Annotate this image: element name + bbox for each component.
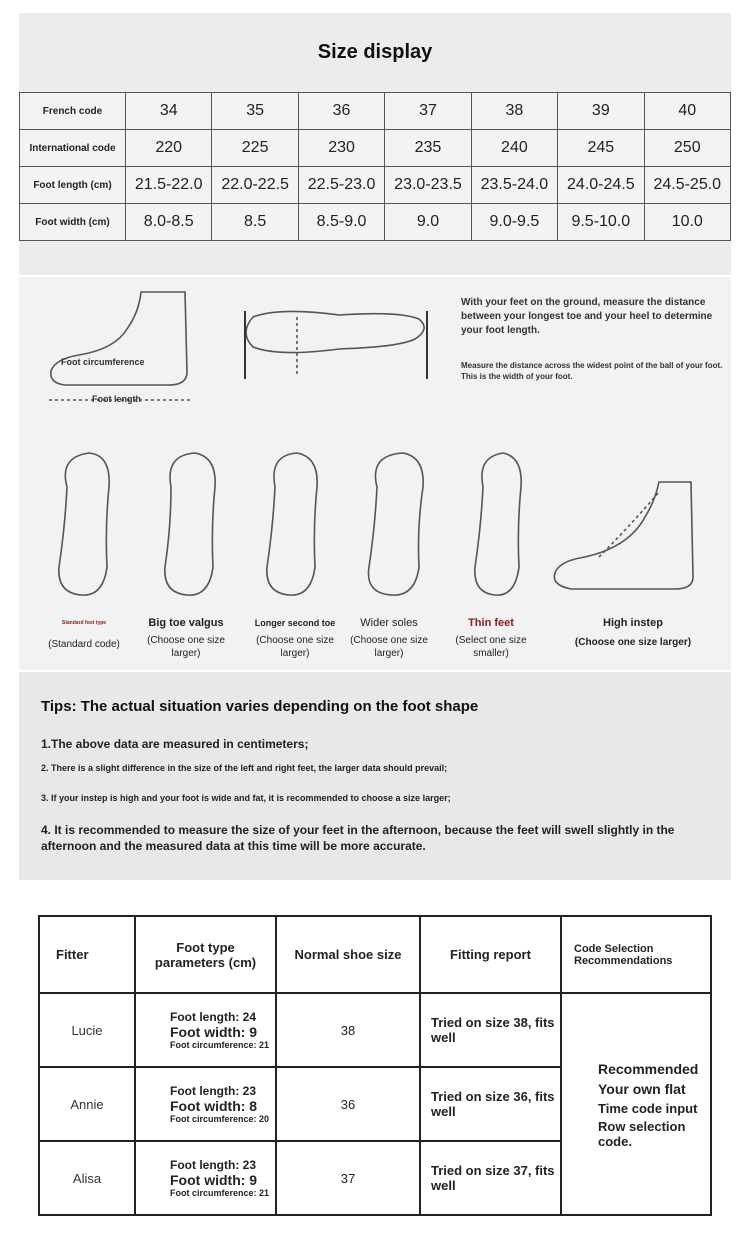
- size-cell: 9.0-9.5: [471, 204, 557, 241]
- size-cell: 24.0-24.5: [558, 167, 644, 204]
- foot-params: Foot length: 24 Foot width: 9 Foot circumference: 21: [135, 993, 276, 1067]
- row-label: French code: [20, 93, 126, 130]
- size-cell: 21.5-22.0: [126, 167, 212, 204]
- header-code-recommendations: Code Selection Recommendations: [561, 916, 711, 993]
- size-cell: 34: [126, 93, 212, 130]
- code-recommendation: Recommended Your own flat Time code input Row selection code.: [561, 993, 711, 1215]
- fitting-report: Tried on size 38, fits well: [420, 993, 561, 1067]
- tips-title: Tips: The actual situation varies depending on the foot shape: [41, 698, 479, 715]
- tip-item: 1.The above data are measured in centimeters;: [41, 737, 309, 751]
- fitter-name: Alisa: [39, 1141, 135, 1215]
- size-row: [20, 130, 731, 167]
- header-foot-params: Foot type parameters (cm): [135, 916, 276, 993]
- size-cell: 8.5: [212, 204, 298, 241]
- size-cell: 23.5-24.0: [471, 167, 557, 204]
- fitting-report: Tried on size 37, fits well: [420, 1141, 561, 1215]
- size-cell: 35: [212, 93, 298, 130]
- tips-panel: [19, 672, 731, 880]
- fitter-name: Lucie: [39, 993, 135, 1067]
- header-fitting-report: Fitting report: [420, 916, 561, 993]
- size-cell: 37: [385, 93, 471, 130]
- size-cell: 10.0: [644, 204, 730, 241]
- row-label: Foot width (cm): [20, 204, 126, 241]
- size-cell: 250: [644, 130, 730, 167]
- foot-type-big-toe-valgus: Big toe valgus (Choose one size larger): [147, 617, 225, 659]
- thin-foot-icon: [475, 453, 521, 595]
- size-cell: 9.5-10.0: [558, 204, 644, 241]
- size-cell: 8.5-9.0: [298, 204, 384, 241]
- foot-measurement-panel: [19, 277, 731, 670]
- circumference-label: Foot circumference: [61, 357, 145, 367]
- normal-size: 37: [276, 1141, 420, 1215]
- foot-type-wider-soles: Wider soles (Choose one size larger): [350, 617, 428, 659]
- size-row: [20, 167, 731, 204]
- foot-type-longer-second-toe: Longer second toe (Choose one size larger): [254, 618, 336, 659]
- size-cell: 24.5-25.0: [644, 167, 730, 204]
- size-cell: 8.0-8.5: [126, 204, 212, 241]
- size-cell: 38: [471, 93, 557, 130]
- foot-type-thin-feet: Thin feet (Select one size smaller): [455, 617, 527, 659]
- wider-sole-foot-icon: [368, 453, 423, 595]
- size-display-title: Size display: [317, 41, 433, 63]
- size-cell: 220: [126, 130, 212, 167]
- size-cell: 23.0-23.5: [385, 167, 471, 204]
- length-instruction: With your feet on the ground, measure the distance between your longest toe and your heel to determine your foot length.: [461, 297, 713, 336]
- row-label: International code: [20, 130, 126, 167]
- fitting-report: Tried on size 36, fits well: [420, 1067, 561, 1141]
- size-cell: 9.0: [385, 204, 471, 241]
- size-chart-table: [19, 92, 731, 241]
- foot-params: Foot length: 23 Foot width: 8 Foot circumference: 20: [135, 1067, 276, 1141]
- big-toe-valgus-foot-icon: [165, 453, 215, 595]
- tip-item: 2. There is a slight difference in the size of the left and right feet, the larger data should prevail;: [41, 763, 448, 773]
- size-cell: 245: [558, 130, 644, 167]
- sole-top-icon: [246, 311, 424, 352]
- width-instruction: Measure the distance across the widest point of the ball of your foot. This is the width of your foot.: [461, 361, 723, 381]
- size-cell: 36: [298, 93, 384, 130]
- fitting-table: [38, 915, 712, 1216]
- size-row: [20, 93, 731, 130]
- fitting-row: [39, 993, 711, 1067]
- high-instep-foot-icon: [554, 482, 693, 589]
- standard-foot-icon: [59, 453, 109, 595]
- foot-params: Foot length: 23 Foot width: 9 Foot circumference: 21: [135, 1141, 276, 1215]
- size-cell: 230: [298, 130, 384, 167]
- fitting-header-row: [39, 916, 711, 993]
- side-foot-icon: [51, 292, 187, 385]
- size-cell: 225: [212, 130, 298, 167]
- foot-type-high-instep: High instep (Choose one size larger): [574, 617, 692, 648]
- size-cell: 240: [471, 130, 557, 167]
- normal-size: 38: [276, 993, 420, 1067]
- tip-item: 4. It is recommended to measure the size of your feet in the afternoon, because the feet will swell slightly in the afternoon and the measured data at this time will be more accurate.: [41, 823, 675, 853]
- length-label: Foot length: [92, 394, 141, 404]
- size-display-panel: [19, 13, 731, 275]
- size-cell: 235: [385, 130, 471, 167]
- header-fitter: Fitter: [39, 916, 135, 993]
- normal-size: 36: [276, 1067, 420, 1141]
- longer-second-toe-foot-icon: [267, 453, 317, 595]
- size-cell: 40: [644, 93, 730, 130]
- row-label: Foot length (cm): [20, 167, 126, 204]
- foot-type-standard: Standard foot type (Standard code): [48, 620, 120, 650]
- header-normal-size: Normal shoe size: [276, 916, 420, 993]
- size-cell: 39: [558, 93, 644, 130]
- fitter-name: Annie: [39, 1067, 135, 1141]
- tip-item: 3. If your instep is high and your foot is wide and fat, it is recommended to choose a size larger;: [41, 793, 451, 803]
- size-cell: 22.0-22.5: [212, 167, 298, 204]
- size-row: [20, 204, 731, 241]
- size-cell: 22.5-23.0: [298, 167, 384, 204]
